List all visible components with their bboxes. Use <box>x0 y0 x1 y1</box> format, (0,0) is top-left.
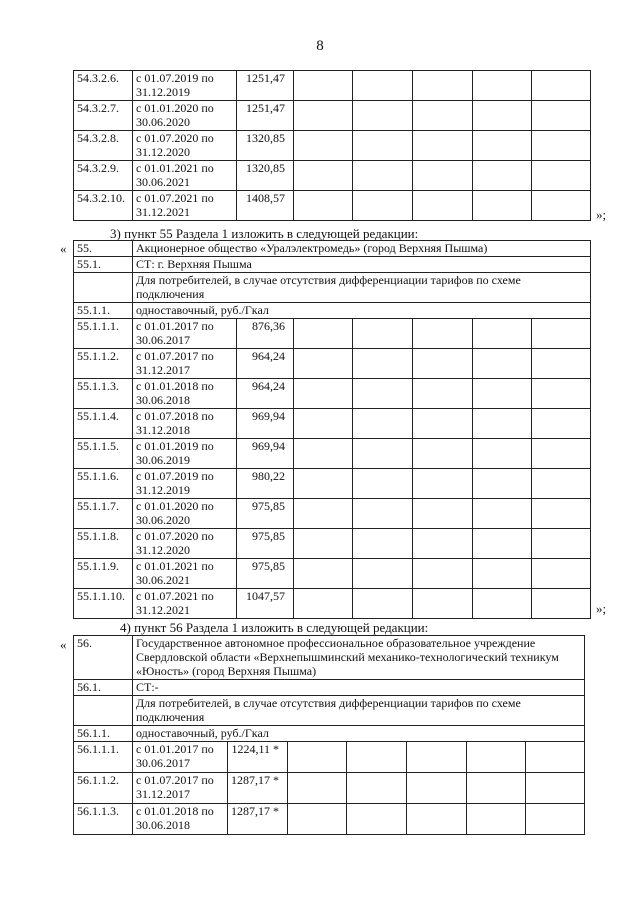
empty-cell <box>294 469 353 499</box>
empty-cell <box>467 742 526 773</box>
empty-cell <box>353 161 413 191</box>
value-cell: 1224,11 * <box>228 742 288 773</box>
item3-heading: 3) пункт 55 Раздела 1 изложить в следующей редакции: <box>110 226 419 241</box>
table-row <box>74 101 591 131</box>
empty-cell <box>294 71 353 101</box>
row-number: 55.1.1.8. <box>74 529 133 559</box>
empty-cell <box>473 131 532 161</box>
empty-cell <box>347 804 407 835</box>
value-cell: 876,36 <box>237 319 294 349</box>
empty-cell <box>413 71 473 101</box>
period-cell: с 01.01.2018 по 30.06.2018 <box>133 804 228 835</box>
empty-cell <box>294 349 353 379</box>
period-cell: с 01.07.2017 по 31.12.2017 <box>133 773 228 804</box>
row-number: 55.1.1.2. <box>74 349 133 379</box>
section-number: 56. <box>74 636 133 680</box>
table-row <box>74 742 585 773</box>
empty-cell <box>294 379 353 409</box>
empty-cell <box>294 499 353 529</box>
empty-cell <box>347 773 407 804</box>
row-number: 54.3.2.8. <box>74 131 133 161</box>
empty-cell <box>294 101 353 131</box>
empty-cell <box>294 161 353 191</box>
table-row <box>74 131 591 161</box>
tariff-table-55 <box>73 240 591 619</box>
empty-cell <box>473 409 532 439</box>
subsection-title: СТ:- <box>133 680 585 696</box>
value-cell: 1320,85 <box>237 161 294 191</box>
empty-cell <box>532 469 591 499</box>
empty-cell <box>413 589 473 619</box>
empty-cell <box>353 559 413 589</box>
empty-cell <box>407 773 467 804</box>
empty-cell <box>532 559 591 589</box>
empty-cell <box>467 773 526 804</box>
row-number: 54.3.2.9. <box>74 161 133 191</box>
tariff-table-56 <box>73 635 585 835</box>
empty-cell <box>467 804 526 835</box>
empty-cell <box>473 379 532 409</box>
table-row <box>74 71 591 101</box>
row-number: 54.3.2.6. <box>74 71 133 101</box>
empty-cell <box>413 191 473 221</box>
value-cell: 1408,57 <box>237 191 294 221</box>
period-cell: с 01.01.2017 по 30.06.2017 <box>133 742 228 773</box>
empty-cell <box>413 439 473 469</box>
empty-cell <box>407 804 467 835</box>
value-cell: 1287,17 * <box>228 804 288 835</box>
empty-cell <box>526 804 585 835</box>
empty-cell <box>473 439 532 469</box>
row-number: 55.1.1.3. <box>74 379 133 409</box>
empty-cell <box>473 529 532 559</box>
table-row <box>74 529 591 559</box>
table-row <box>74 589 591 619</box>
period-cell: с 01.01.2021 по 30.06.2021 <box>133 559 237 589</box>
period-cell: с 01.07.2021 по 31.12.2021 <box>133 191 237 221</box>
value-cell: 1251,47 <box>237 71 294 101</box>
consumer-note: Для потребителей, в случае отсутствия дифференциации тарифов по схеме подключения <box>133 696 585 726</box>
table-row <box>74 349 591 379</box>
page-number: 8 <box>316 38 324 54</box>
table-row <box>74 559 591 589</box>
period-cell: с 01.01.2021 по 30.06.2021 <box>133 161 237 191</box>
empty-cell <box>353 71 413 101</box>
period-cell: с 01.07.2021 по 31.12.2021 <box>133 589 237 619</box>
table-row <box>74 409 591 439</box>
empty-cell <box>413 319 473 349</box>
row-number: 55.1.1.5. <box>74 439 133 469</box>
empty-cell <box>294 319 353 349</box>
empty-cell <box>532 379 591 409</box>
empty-cell <box>413 409 473 439</box>
subsection-number: 56.1. <box>74 680 133 696</box>
empty-cell <box>532 319 591 349</box>
empty-cell <box>294 409 353 439</box>
empty-cell <box>288 742 347 773</box>
empty-cell <box>413 529 473 559</box>
rate-number: 55.1.1. <box>74 303 133 319</box>
table-row <box>74 379 591 409</box>
empty-cell <box>288 773 347 804</box>
period-cell: с 01.07.2019 по 31.12.2019 <box>133 469 237 499</box>
row-number: 55.1.1.6. <box>74 469 133 499</box>
period-cell: с 01.01.2020 по 30.06.2020 <box>133 499 237 529</box>
empty-cell <box>353 349 413 379</box>
value-cell: 975,85 <box>237 559 294 589</box>
empty-cell <box>353 131 413 161</box>
empty-cell <box>473 319 532 349</box>
empty-cell <box>413 499 473 529</box>
empty-cell <box>532 131 591 161</box>
empty-cell <box>532 101 591 131</box>
table-row <box>74 804 585 835</box>
empty-cell <box>526 773 585 804</box>
period-cell: с 01.01.2018 по 30.06.2018 <box>133 379 237 409</box>
period-cell: с 01.01.2017 по 30.06.2017 <box>133 319 237 349</box>
empty-cell <box>413 559 473 589</box>
empty-cell <box>473 161 532 191</box>
organization-name: Акционерное общество «Уралэлектромедь» (город Верхняя Пышма) <box>133 241 591 257</box>
empty-cell <box>294 439 353 469</box>
empty-cell <box>413 379 473 409</box>
empty-cell <box>353 529 413 559</box>
row-number: 54.3.2.7. <box>74 101 133 131</box>
subsection-title: СТ: г. Верхняя Пышма <box>133 257 591 273</box>
empty-cell <box>532 349 591 379</box>
period-cell: с 01.01.2020 по 30.06.2020 <box>133 101 237 131</box>
empty-cell <box>532 71 591 101</box>
empty-cell <box>353 319 413 349</box>
row-number: 56.1.1.2. <box>74 773 133 804</box>
period-cell: с 01.07.2020 по 31.12.2020 <box>133 529 237 559</box>
period-cell: с 01.01.2019 по 30.06.2019 <box>133 439 237 469</box>
empty-cell <box>473 349 532 379</box>
table-row <box>74 469 591 499</box>
empty-cell <box>353 409 413 439</box>
value-cell: 1287,17 * <box>228 773 288 804</box>
empty-cell <box>353 589 413 619</box>
value-cell: 1320,85 <box>237 131 294 161</box>
value-cell: 1251,47 <box>237 101 294 131</box>
empty-cell <box>353 101 413 131</box>
empty-cell <box>294 529 353 559</box>
empty-cell <box>74 696 133 726</box>
row-number: 55.1.1.1. <box>74 319 133 349</box>
value-cell: 1047,57 <box>237 589 294 619</box>
row-number: 55.1.1.4. <box>74 409 133 439</box>
empty-cell <box>407 742 467 773</box>
subsection-number: 55.1. <box>74 257 133 273</box>
value-cell: 964,24 <box>237 349 294 379</box>
empty-cell <box>473 101 532 131</box>
empty-cell <box>353 379 413 409</box>
table-row <box>74 773 585 804</box>
empty-cell <box>532 191 591 221</box>
empty-cell <box>288 804 347 835</box>
value-cell: 969,94 <box>237 439 294 469</box>
empty-cell <box>294 191 353 221</box>
rate-number: 56.1.1. <box>74 726 133 742</box>
value-cell: 975,85 <box>237 499 294 529</box>
empty-cell <box>473 559 532 589</box>
rate-label: одноставочный, руб./Гкал <box>133 303 591 319</box>
rate-label: одноставочный, руб./Гкал <box>133 726 585 742</box>
empty-cell <box>347 742 407 773</box>
row-number: 56.1.1.3. <box>74 804 133 835</box>
organization-name: Государственное автономное профессиональное образовательное учреждение Свердловской области «Верхнепышминский механико-технологический техникум «Юность» (город Верхняя Пышма) <box>133 636 585 680</box>
empty-cell <box>473 469 532 499</box>
table-row <box>74 319 591 349</box>
empty-cell <box>473 499 532 529</box>
item4-heading: 4) пункт 56 Раздела 1 изложить в следующей редакции: <box>120 620 429 635</box>
close-quote: »; <box>596 601 607 616</box>
empty-cell <box>74 273 133 303</box>
period-cell: с 01.07.2018 по 31.12.2018 <box>133 409 237 439</box>
empty-cell <box>526 742 585 773</box>
empty-cell <box>532 589 591 619</box>
value-cell: 964,24 <box>237 379 294 409</box>
empty-cell <box>532 439 591 469</box>
empty-cell <box>413 161 473 191</box>
empty-cell <box>413 131 473 161</box>
empty-cell <box>294 131 353 161</box>
section-number: 55. <box>74 241 133 257</box>
value-cell: 980,22 <box>237 469 294 499</box>
row-number: 54.3.2.10. <box>74 191 133 221</box>
row-number: 56.1.1.1. <box>74 742 133 773</box>
empty-cell <box>532 529 591 559</box>
row-number: 55.1.1.9. <box>74 559 133 589</box>
empty-cell <box>532 499 591 529</box>
period-cell: с 01.07.2020 по 31.12.2020 <box>133 131 237 161</box>
row-number: 55.1.1.7. <box>74 499 133 529</box>
table-row <box>74 191 591 221</box>
empty-cell <box>353 439 413 469</box>
empty-cell <box>353 499 413 529</box>
tariff-table-54 <box>73 70 591 221</box>
empty-cell <box>353 191 413 221</box>
open-quote: « <box>60 637 67 652</box>
table-row <box>74 499 591 529</box>
row-number: 55.1.1.10. <box>74 589 133 619</box>
empty-cell <box>532 161 591 191</box>
period-cell: с 01.07.2019 по 31.12.2019 <box>133 71 237 101</box>
empty-cell <box>473 589 532 619</box>
empty-cell <box>413 101 473 131</box>
close-quote: »; <box>596 207 607 222</box>
empty-cell <box>353 469 413 499</box>
empty-cell <box>294 589 353 619</box>
empty-cell <box>413 469 473 499</box>
open-quote: « <box>60 241 67 256</box>
table-row <box>74 161 591 191</box>
value-cell: 969,94 <box>237 409 294 439</box>
value-cell: 975,85 <box>237 529 294 559</box>
empty-cell <box>532 409 591 439</box>
empty-cell <box>473 71 532 101</box>
consumer-note: Для потребителей, в случае отсутствия дифференциации тарифов по схеме подключения <box>133 273 591 303</box>
table-row <box>74 439 591 469</box>
period-cell: с 01.07.2017 по 31.12.2017 <box>133 349 237 379</box>
empty-cell <box>473 191 532 221</box>
empty-cell <box>413 349 473 379</box>
empty-cell <box>294 559 353 589</box>
